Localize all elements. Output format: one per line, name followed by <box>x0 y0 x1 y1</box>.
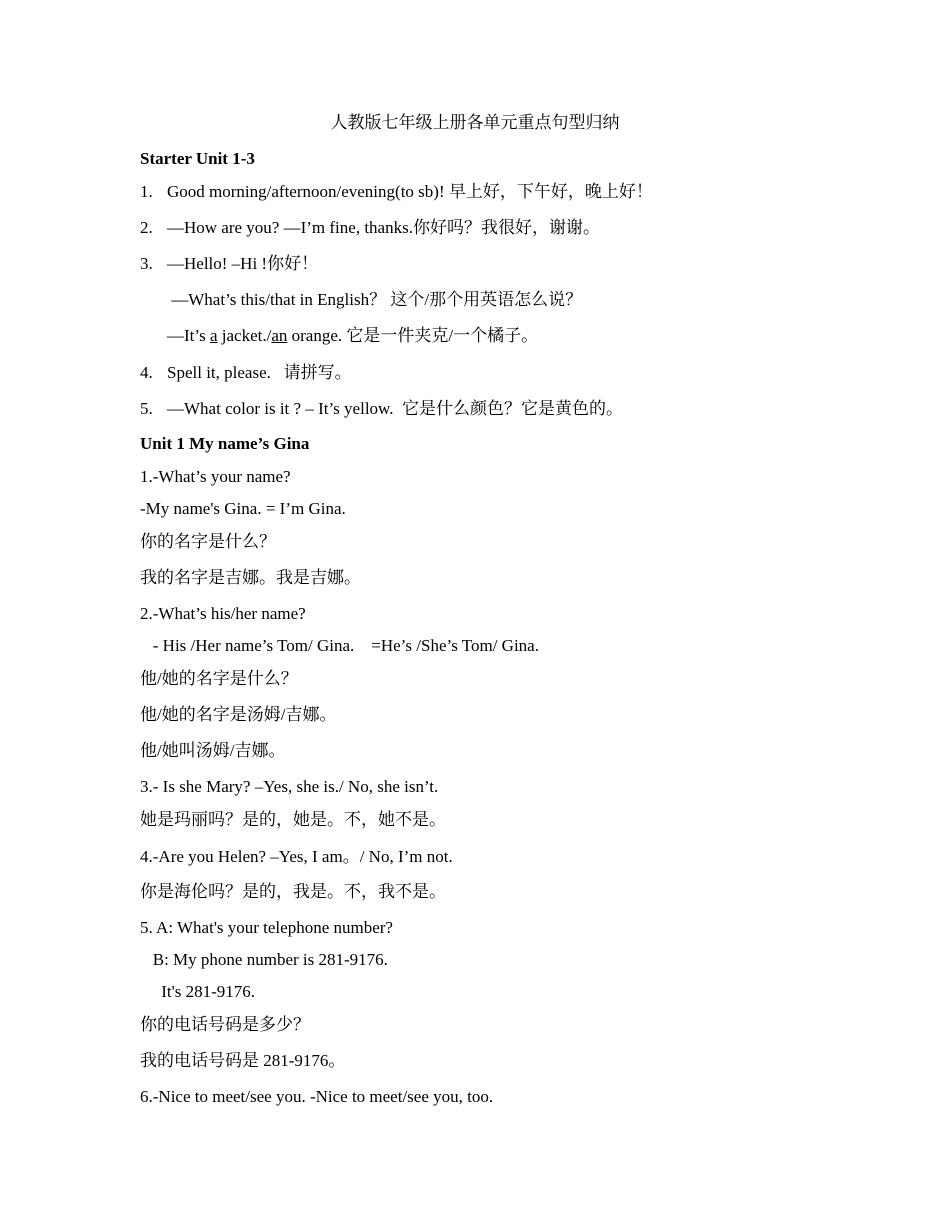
unit1-line: 你是海伦吗？是的，我是。不，我不是。 <box>140 882 446 901</box>
section-heading-starter: Starter Unit 1-3 <box>140 149 255 168</box>
item-number: 5. <box>140 399 153 418</box>
unit1-line: 2.-What’s his/her name? <box>140 604 306 623</box>
starter-item-3-line-3 <box>167 325 538 347</box>
underlined-article: an <box>271 326 288 345</box>
unit1-line: 你的名字是什么？ <box>140 532 276 551</box>
page-title: 人教版七年级上册各单元重点句型归纳 <box>330 113 620 132</box>
item-number: 1. <box>140 182 153 201</box>
unit1-line: 3.- Is she Mary? –Yes, she is./ No, she isn’t. <box>140 777 439 796</box>
unit1-line: 6.-Nice to meet/see you. -Nice to meet/see you, too. <box>140 1087 494 1106</box>
unit1-line: 我的名字是吉娜。我是吉娜。 <box>140 568 361 587</box>
unit1-line: -My name's Gina. = I’m Gina. <box>140 499 346 518</box>
unit1-line: 你的电话号码是多少？ <box>140 1015 310 1034</box>
text-part: —It’s <box>167 326 210 345</box>
unit1-line: 我的电话号码是 281-9176。 <box>140 1051 346 1070</box>
unit1-line: It's 281-9176. <box>140 982 255 1001</box>
starter-item-1 <box>140 181 653 203</box>
item-text: —How are you? —I’m fine, thanks.你好吗？我很好，谢谢。 <box>167 218 600 237</box>
starter-item-3-line-2: —What’s this/that in English？ 这个/那个用英语怎么说？ <box>167 290 583 309</box>
starter-item-4 <box>140 362 352 384</box>
unit1-line: 1.-What’s your name? <box>140 467 291 486</box>
item-number: 2. <box>140 218 153 237</box>
unit1-line: 他/她叫汤姆/吉娜。 <box>140 741 286 760</box>
underlined-article: a <box>209 326 218 345</box>
text-part: orange. 它是一件夹克/一个橘子。 <box>287 326 539 345</box>
unit1-line: B: My phone number is 281-9176. <box>140 950 388 969</box>
item-text: —What color is it ? – It’s yellow. 它是什么颜色？它是黄色的。 <box>167 399 623 418</box>
unit1-line: - His /Her name’s Tom/ Gina. =He’s /She’s Tom/ Gina. <box>140 636 539 655</box>
unit1-line: 他/她的名字是什么？ <box>140 669 298 688</box>
unit1-line: 4.-Are you Helen? –Yes, I am。/ No, I’m not. <box>140 847 453 866</box>
item-number: 4. <box>140 363 153 382</box>
unit1-line: 5. A: What's your telephone number? <box>140 918 393 937</box>
unit1-line: 她是玛丽吗？是的，她是。不，她不是。 <box>140 810 446 829</box>
text-part: jacket./ <box>217 326 272 345</box>
item-text: —Hello! –Hi !你好！ <box>167 254 319 273</box>
item-number: 3. <box>140 254 153 273</box>
item-text: Spell it, please. 请拼写。 <box>167 363 352 382</box>
item-text: Good morning/afternoon/evening(to sb)! 早上好，下午好，晚上好！ <box>167 182 653 201</box>
unit1-line: 他/她的名字是汤姆/吉娜。 <box>140 705 337 724</box>
starter-item-5 <box>140 398 623 420</box>
starter-item-2 <box>140 217 600 239</box>
section-heading-unit1: Unit 1 My name’s Gina <box>140 434 310 453</box>
starter-item-3 <box>140 253 318 275</box>
